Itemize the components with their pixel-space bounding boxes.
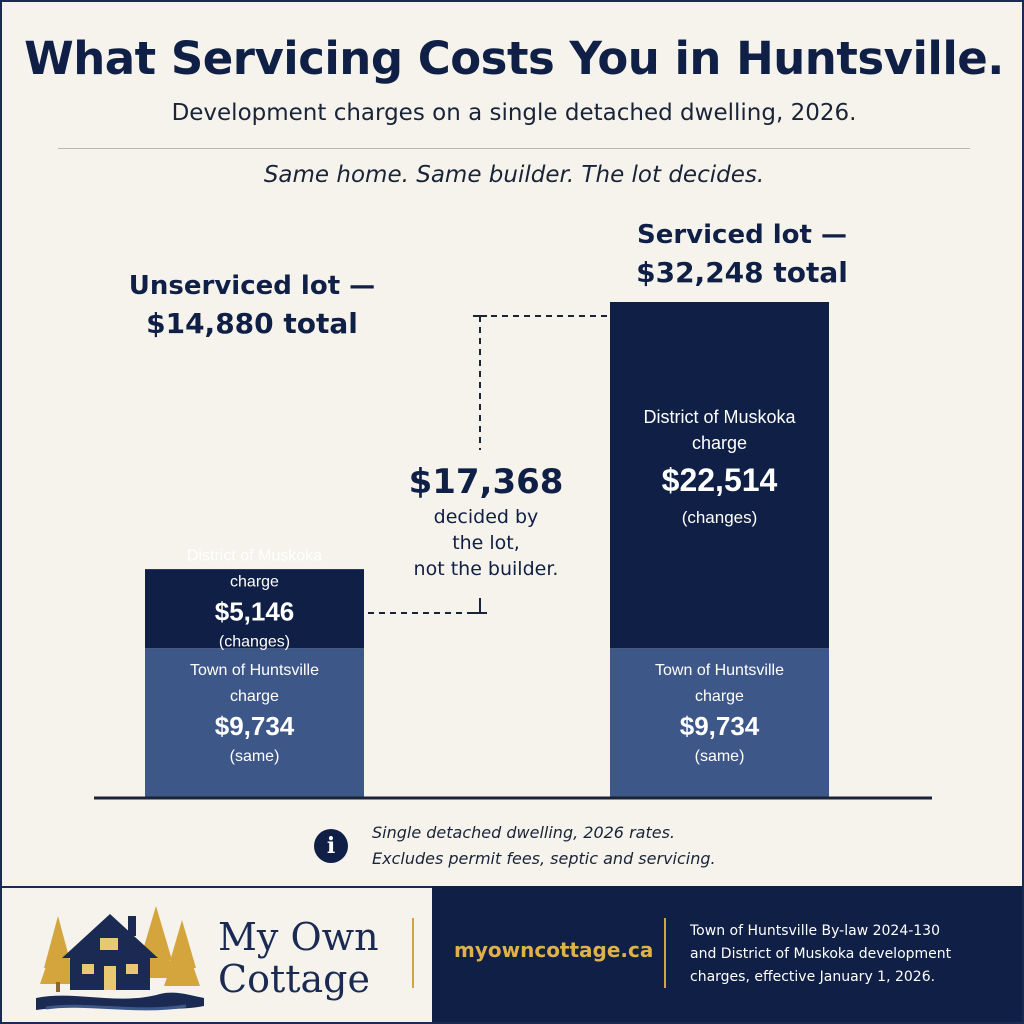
label-serviced-district-name-1: District of Muskoka xyxy=(643,407,796,428)
footer-brand-panel xyxy=(2,886,432,1024)
source-note xyxy=(690,920,1010,989)
total-label-serviced xyxy=(592,217,892,291)
footer-divider-left xyxy=(412,918,414,988)
label-unserviced-town-value: $9,734 xyxy=(214,711,295,742)
info-icon: i xyxy=(314,829,348,863)
difference-text-3: not the builder. xyxy=(413,558,559,580)
page-title: What Servicing Costs You in Huntsville. xyxy=(24,32,1004,85)
label-unserviced-district-value: $5,146 xyxy=(214,596,295,627)
label-serviced-district-name-2: charge xyxy=(691,433,748,454)
total-label-unserviced-name: Unserviced lot — xyxy=(128,271,376,301)
label-unserviced-town-name-2: charge xyxy=(230,688,279,706)
label-unserviced-district-name-2: charge xyxy=(230,573,279,591)
label-unserviced-town-name-1: Town of Huntsville xyxy=(190,662,319,680)
total-label-serviced-name: Serviced lot — xyxy=(636,220,847,250)
page-subtitle: Development charges on a single detached dwelling, 2026. xyxy=(171,100,857,126)
footnote xyxy=(314,820,716,872)
source-line-2: and District of Muskoka development xyxy=(690,946,952,962)
footer-info-panel xyxy=(432,886,1022,1024)
tagline: Same home. Same builder. The lot decides. xyxy=(263,162,765,188)
source-line-1: Town of Huntsville By-law 2024-130 xyxy=(690,923,940,939)
label-serviced-district-note: (changes) xyxy=(681,508,758,528)
difference-amount: $17,368 xyxy=(408,462,564,502)
total-label-serviced-amount: $32,248 total xyxy=(636,256,848,289)
difference-text-1: decided by xyxy=(433,506,539,528)
footnote-line-2: Excludes permit fees, septic and servicing. xyxy=(372,849,716,868)
website-link[interactable]: myowncottage.ca xyxy=(454,938,654,962)
label-serviced-town-name-2: charge xyxy=(695,688,744,706)
total-label-unserviced xyxy=(102,268,402,342)
source-line-3: charges, effective January 1, 2026. xyxy=(690,969,936,985)
total-label-unserviced-amount: $14,880 total xyxy=(146,307,358,340)
brand-line-2: Cottage xyxy=(218,957,370,1001)
label-unserviced-district-note: (changes) xyxy=(218,633,291,651)
label-serviced-district-value: $22,514 xyxy=(661,462,778,499)
label-serviced-town-note: (same) xyxy=(694,748,745,766)
brand-name xyxy=(218,916,379,1000)
cottage-logo-icon xyxy=(36,902,204,1014)
footer xyxy=(2,886,1022,1024)
footnote-line-1: Single detached dwelling, 2026 rates. xyxy=(372,823,675,842)
label-serviced-town-name-1: Town of Huntsville xyxy=(655,662,784,680)
stacked-bar-chart xyxy=(2,2,1022,882)
label-unserviced-district-name-1: District of Muskoka xyxy=(186,547,323,565)
label-serviced-town-value: $9,734 xyxy=(679,711,760,742)
brand-line-1: My Own xyxy=(218,915,379,959)
difference-text-2: the lot, xyxy=(452,532,520,554)
difference-callout xyxy=(376,460,596,582)
footnote-text xyxy=(372,820,716,872)
footer-divider-right xyxy=(664,918,666,988)
label-unserviced-town-note: (same) xyxy=(229,748,280,766)
